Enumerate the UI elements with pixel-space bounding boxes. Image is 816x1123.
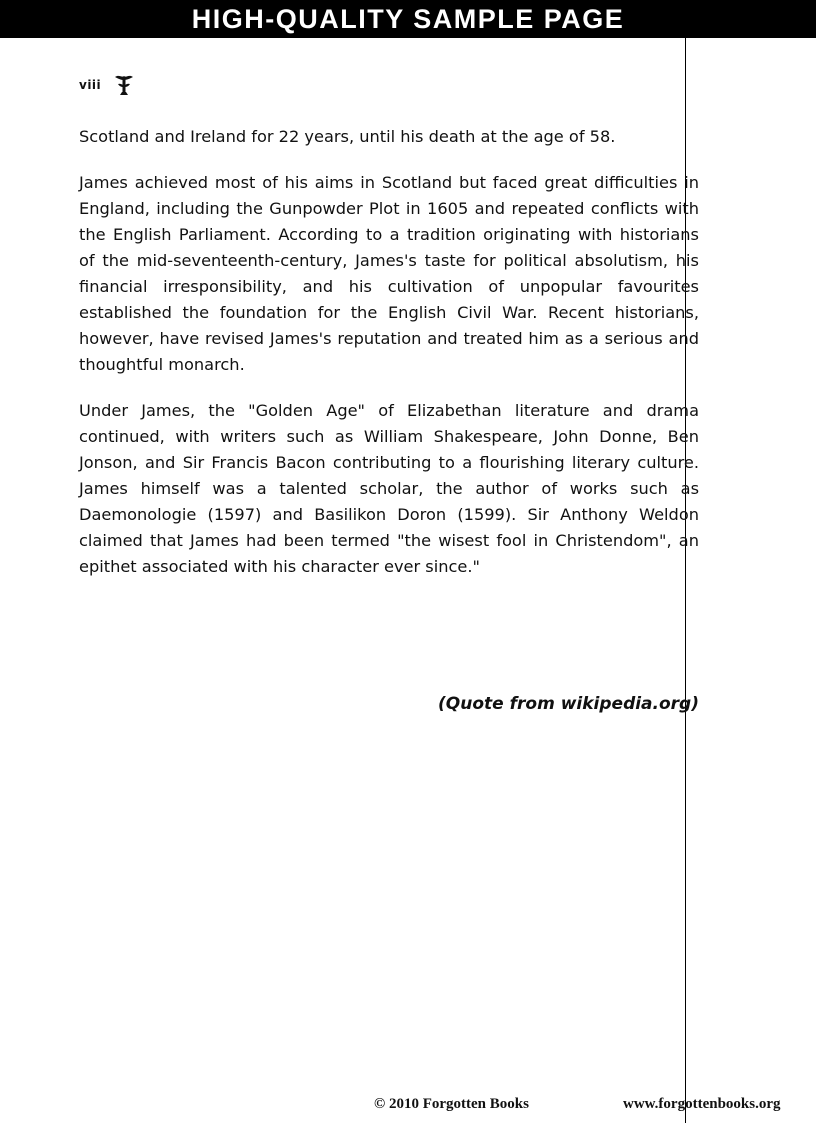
paragraph-1: Scotland and Ireland for 22 years, until his death at the age of 58. xyxy=(79,127,616,146)
page-header xyxy=(79,72,135,98)
fleuron-icon xyxy=(113,72,135,98)
paragraph-3: Under James, the "Golden Age" of Elizabethan literature and drama continued, with writers such as William Shakespeare, John Donne, Ben Jonson, and Sir Francis Bacon contributing to a flourishing literary culture. James himself was a talented scholar, the author of works such as Daemonologie (1597) and Basilikon Doron (1599). Sir Anthony Weldon claimed that James had been termed "the wisest fool in Christendom", an epithet associated with his character ever since." xyxy=(79,401,699,576)
footer-copyright: © 2010 Forgotten Books xyxy=(374,1096,529,1112)
paragraph-2: James achieved most of his aims in Scotland but faced great difficulties in England, including the Gunpowder Plot in 1605 and repeated conflicts with the English Parliament. According to a tradition originating with historians of the mid-seventeenth-century, James's taste for political absolutism, his financial irresponsibility, and his cultivation of unpopular favourites established the foundation for the English Civil War. Recent historians, however, have revised James's reputation and treated him as a serious and thoughtful monarch. xyxy=(79,173,699,374)
page-number: viii xyxy=(79,78,102,92)
body-text xyxy=(79,124,699,600)
footer-website: www.forgottenbooks.org xyxy=(623,1096,781,1112)
sample-page-banner: HIGH-QUALITY SAMPLE PAGE xyxy=(0,0,816,38)
quote-source: (Quote from wikipedia.org) xyxy=(438,694,699,714)
